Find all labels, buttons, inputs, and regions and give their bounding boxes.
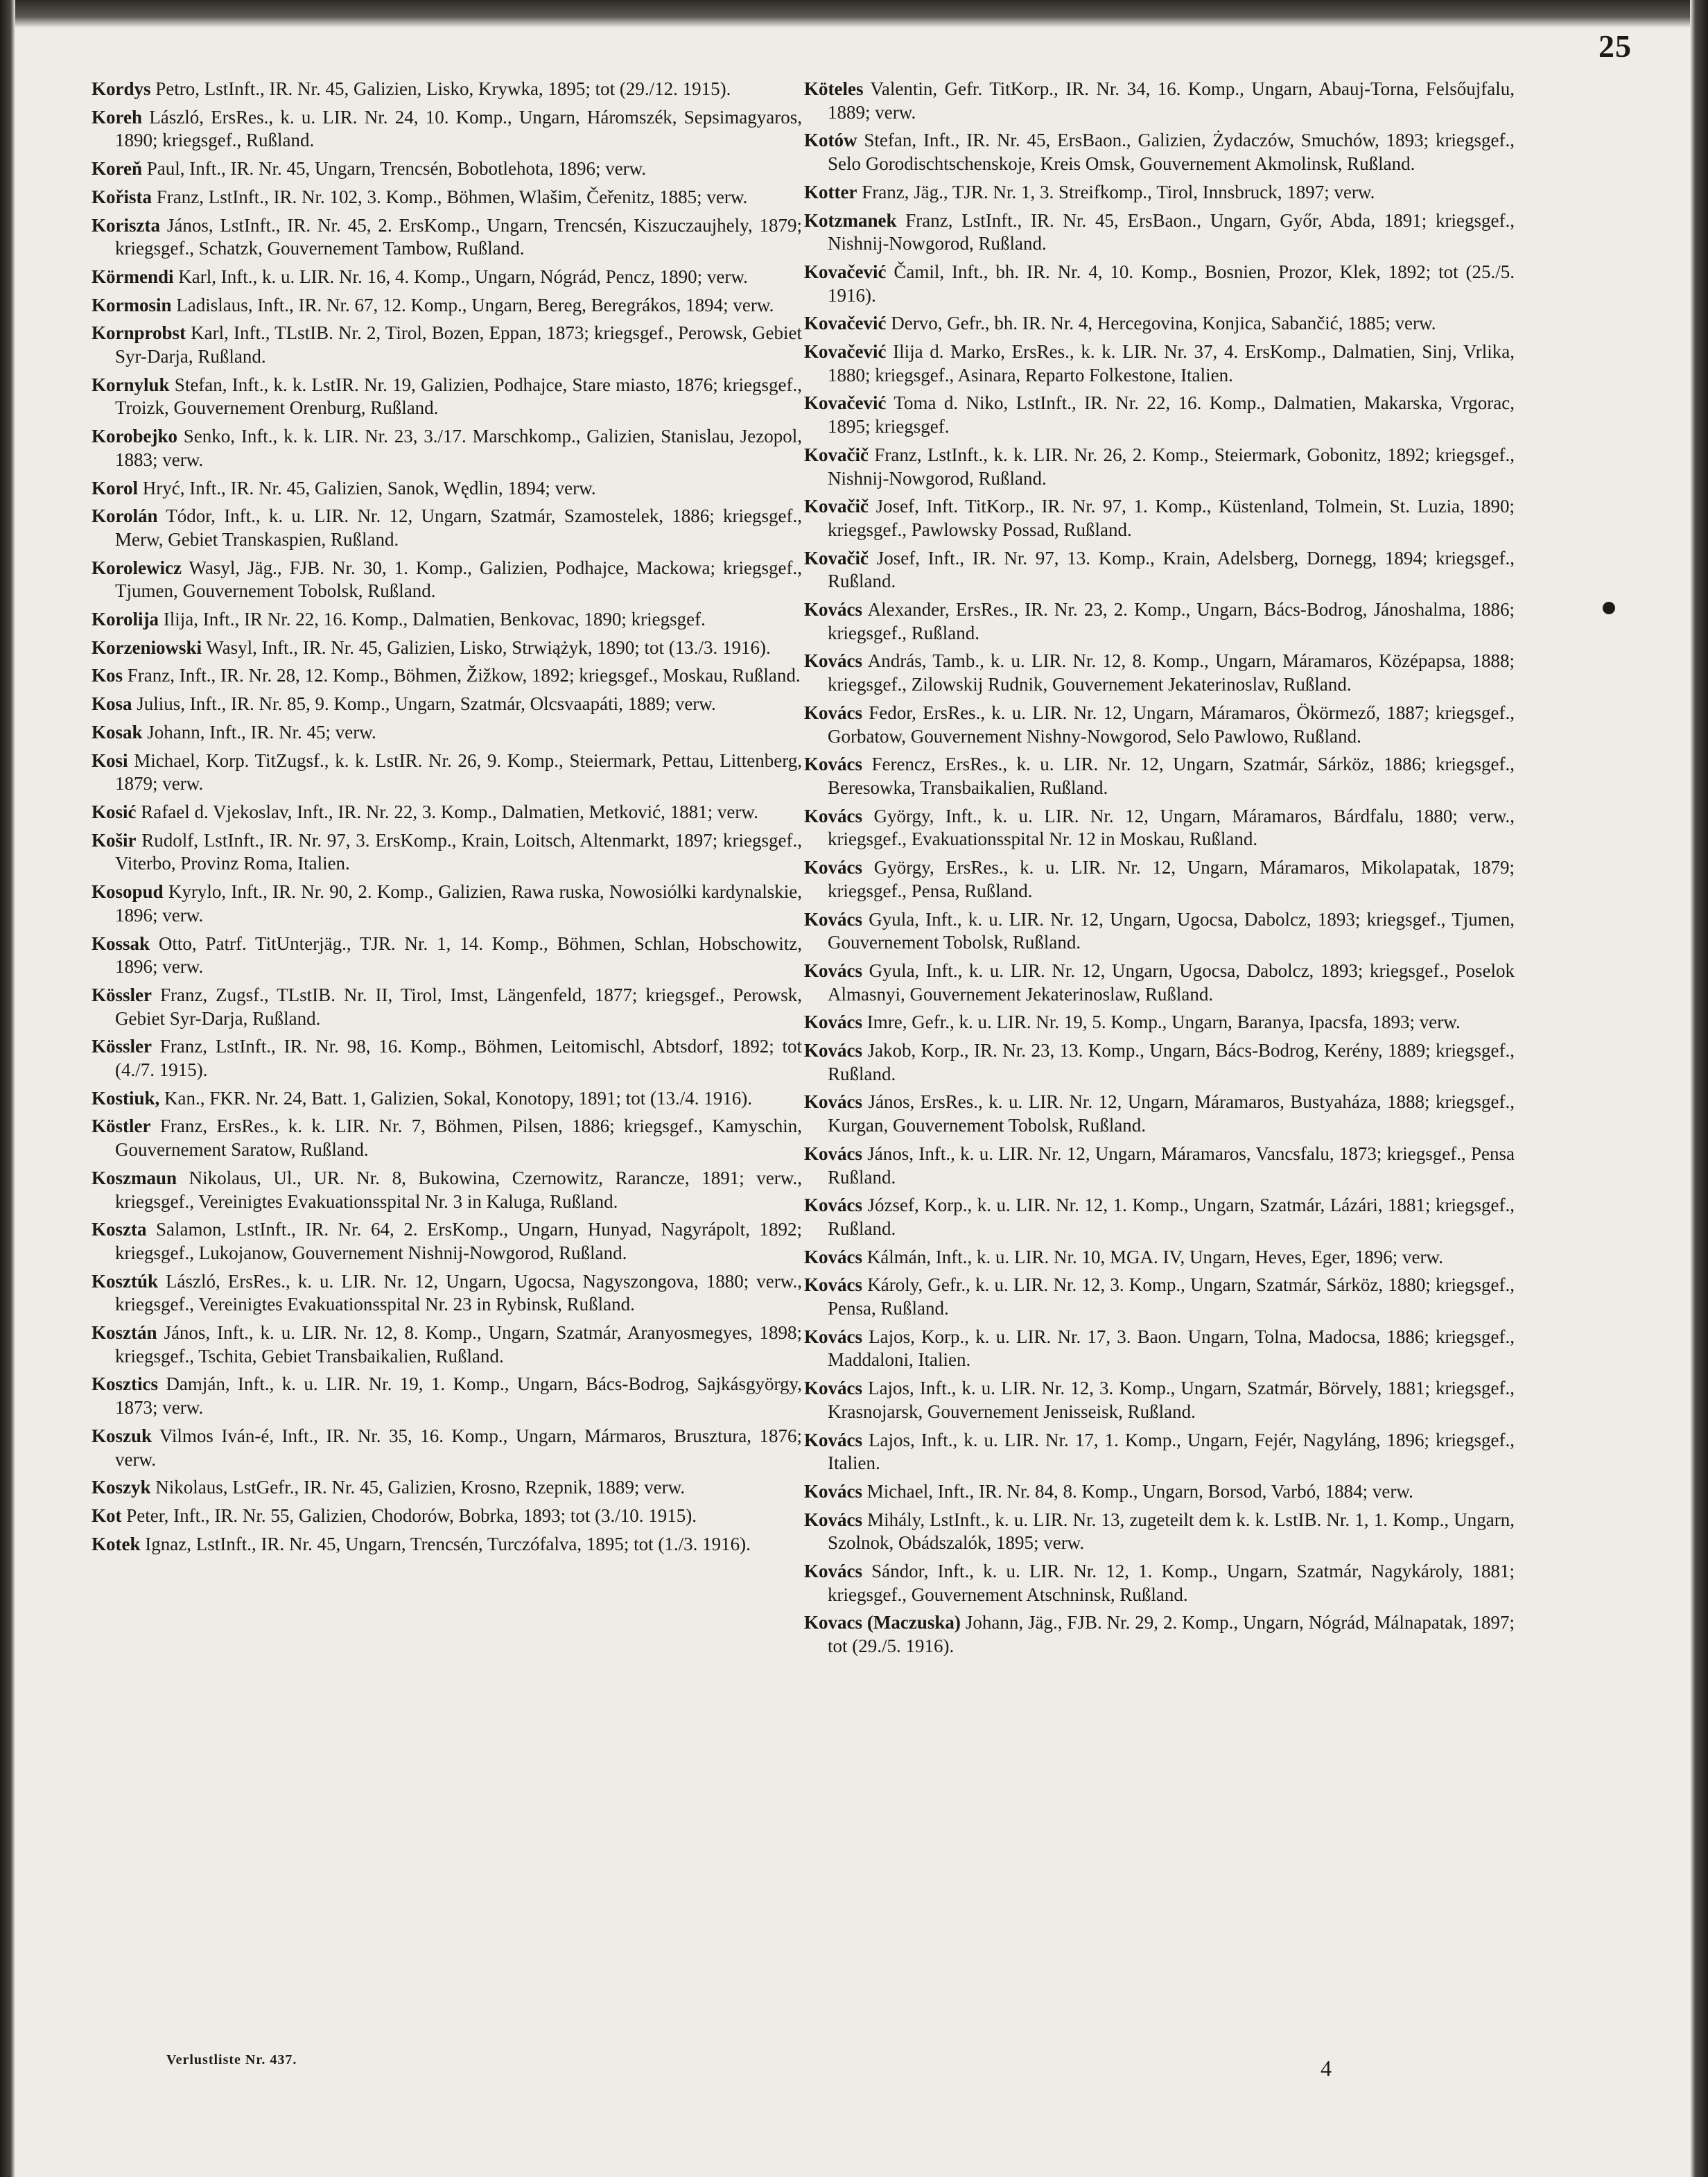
entry-details: Petro, LstInft., IR. Nr. 45, Galizien, Lisko, Krywka, 1895; tot (29./12. 1915).	[150, 78, 731, 99]
entry-details: Lajos, Inft., k. u. LIR. Nr. 17, 1. Komp., Ungarn, Fejér, Nagyláng, 1896; kriegsgef., Italien.	[828, 1429, 1515, 1474]
scan-edge-left	[0, 0, 15, 2177]
list-entry	[92, 1218, 802, 1265]
entry-surname: Kornyluk	[92, 374, 170, 395]
list-entry	[804, 1091, 1515, 1137]
list-entry	[804, 1377, 1515, 1423]
entry-surname: Kosopud	[92, 881, 164, 903]
entry-details: Ignaz, LstInft., IR. Nr. 45, Ungarn, Trencsén, Turczófalva, 1895; tot (1./3. 1916).	[140, 1533, 751, 1554]
list-entry	[804, 495, 1515, 541]
footer-series-label: Verlustliste Nr. 437.	[166, 2052, 297, 2067]
list-entry	[804, 340, 1515, 387]
entry-details: József, Korp., k. u. LIR. Nr. 12, 1. Komp., Ungarn, Szatmár, Lázári, 1881; kriegsgef., Rußland.	[828, 1195, 1515, 1239]
entry-details: László, ErsRes., k. u. LIR. Nr. 24, 10. Komp., Ungarn, Háromszék, Sepsimagyaros, 1890; kriegsgef., Rußland.	[115, 106, 802, 151]
left-column	[92, 78, 802, 1561]
entry-details: Ladislaus, Inft., IR. Nr. 67, 12. Komp., Ungarn, Bereg, Beregrákos, 1894; verw.	[171, 294, 774, 315]
entry-details: Nikolaus, LstGefr., IR. Nr. 45, Galizien, Krosno, Rzepnik, 1889; verw.	[150, 1477, 686, 1498]
entry-surname: Kovács	[804, 702, 862, 723]
entry-surname: Kořista	[92, 186, 152, 207]
entry-surname: Koreh	[92, 106, 142, 128]
entry-surname: Kovács	[804, 1480, 862, 1502]
list-entry	[804, 856, 1515, 903]
entry-surname: Koszuk	[92, 1425, 152, 1446]
entry-surname: Kovačević	[804, 392, 887, 414]
list-entry	[92, 608, 802, 632]
entry-details: János, Inft., k. u. LIR. Nr. 12, Ungarn, Máramaros, Vancsfalu, 1873; kriegsgef., Pensa Rußland.	[828, 1143, 1515, 1188]
list-entry	[92, 664, 802, 688]
entry-surname: Kovačič	[804, 547, 869, 569]
entry-details: Kan., FKR. Nr. 24, Batt. 1, Galizien, Sokal, Konotopy, 1891; tot (13./4. 1916).	[159, 1087, 752, 1109]
entry-details: Nikolaus, Ul., UR. Nr. 8, Bukowina, Czernowitz, Rarancze, 1891; verw., kriegsgef., Vereinigtes Evakuationsspital Nr. 3 in Kaluga, Rußland.	[115, 1167, 802, 1212]
list-entry	[92, 1321, 802, 1368]
entry-surname: Koreň	[92, 158, 142, 180]
list-entry	[92, 214, 802, 261]
entry-details: Mihály, LstInft., k. u. LIR. Nr. 13, zugeteilt dem k. k. LstIB. Nr. 1, 1. Komp., Ungarn, Szolnok, Obádszalók, 1895; verw.	[828, 1509, 1515, 1554]
entry-surname: Kornprobst	[92, 322, 186, 344]
entry-surname: Kosić	[92, 801, 137, 822]
entry-details: Lajos, Korp., k. u. LIR. Nr. 17, 3. Baon. Ungarn, Tolna, Madocsa, 1886; kriegsgef., Maddaloni, Italien.	[828, 1326, 1515, 1371]
entry-surname: Kovács	[804, 1012, 862, 1033]
entry-surname: Košir	[92, 829, 137, 851]
entry-surname: Körmendi	[92, 266, 174, 287]
entry-surname: Kosi	[92, 749, 128, 771]
entry-surname: Koszyk	[92, 1477, 151, 1498]
list-entry	[92, 1504, 802, 1528]
list-entry	[92, 477, 802, 501]
list-entry	[92, 801, 802, 824]
list-entry	[92, 636, 802, 660]
entry-details: Karl, Inft., k. u. LIR. Nr. 16, 4. Komp., Ungarn, Nógrád, Pencz, 1890; verw.	[173, 266, 748, 287]
entry-details: Tódor, Inft., k. u. LIR. Nr. 12, Ungarn, Szatmár, Szamostelek, 1886; kriegsgef., Merw, Gebiet Transkaspien, Rußland.	[115, 505, 802, 550]
entry-details: Senko, Inft., k. k. LIR. Nr. 23, 3./17. Marschkomp., Galizien, Stanislau, Jezopol, 1883; verw.	[115, 426, 802, 470]
entry-surname: Kovács	[804, 960, 862, 981]
entry-surname: Korobejko	[92, 426, 178, 447]
list-entry	[92, 374, 802, 420]
list-entry	[804, 1326, 1515, 1372]
entry-surname: Kovács	[804, 754, 862, 775]
entry-details: Imre, Gefr., k. u. LIR. Nr. 19, 5. Komp., Ungarn, Baranya, Ipacsfa, 1893; verw.	[862, 1012, 1461, 1033]
list-entry	[804, 209, 1515, 256]
entry-details: Franz, Jäg., TJR. Nr. 1, 3. Streifkomp., Tirol, Innsbruck, 1897; verw.	[857, 181, 1375, 202]
entry-details: Karl, Inft., TLstIB. Nr. 2, Tirol, Bozen, Eppan, 1873; kriegsgef., Perowsk, Gebiet Syr-Darja, Rußland.	[115, 322, 802, 367]
entry-surname: Kotzmanek	[804, 209, 897, 231]
entry-surname: Korol	[92, 477, 138, 498]
list-entry	[804, 547, 1515, 593]
entry-details: Damján, Inft., k. u. LIR. Nr. 19, 1. Komp., Ungarn, Bács-Bodrog, Sajkásgyörgy, 1873; verw.	[115, 1373, 802, 1419]
list-entry	[92, 157, 802, 181]
entry-details: Julius, Inft., IR. Nr. 85, 9. Komp., Ungarn, Szatmár, Olcsvaapáti, 1889; verw.	[132, 693, 716, 715]
entry-surname: Köteles	[804, 78, 864, 99]
list-entry	[92, 1035, 802, 1082]
list-entry	[92, 1476, 802, 1500]
entry-surname: Kovács	[804, 1509, 862, 1530]
right-column	[804, 78, 1515, 1663]
entry-details: Jakob, Korp., IR. Nr. 23, 13. Komp., Ungarn, Bács-Bodrog, Kerény, 1889; kriegsgef., Rußland.	[828, 1040, 1515, 1084]
entry-details: Ilija d. Marko, ErsRes., k. k. LIR. Nr. 37, 4. ErsKomp., Dalmatien, Sinj, Vrlika, 1880; kriegsgef., Asinara, Reparto Folkestone, Italien.	[828, 341, 1515, 385]
list-entry	[804, 1429, 1515, 1475]
entry-details: János, LstInft., IR. Nr. 45, 2. ErsKomp., Ungarn, Trencsén, Kiszuczaujhely, 1879; kriegsgef., Schatzk, Gouvernement Tambow, Rußland.	[115, 214, 802, 259]
entry-surname: Kostiuk,	[92, 1087, 160, 1109]
entry-surname: Kosztúk	[92, 1270, 159, 1292]
list-entry	[92, 186, 802, 209]
entry-surname: Kovács	[804, 1326, 862, 1347]
entry-details: János, Inft., k. u. LIR. Nr. 12, 8. Komp., Ungarn, Szatmár, Aranyosmegyes, 1898; kriegsgef., Tschita, Gebiet Transbaikalien, Rußland.	[115, 1322, 802, 1367]
entry-surname: Kovács	[804, 599, 862, 621]
entry-details: Wasyl, Inft., IR. Nr. 45, Galizien, Lisko, Strwiążyk, 1890; tot (13./3. 1916).	[202, 636, 771, 658]
list-entry	[92, 749, 802, 796]
entry-surname: Kovács	[804, 805, 862, 826]
page-number: 25	[1598, 28, 1632, 64]
list-entry	[804, 960, 1515, 1006]
list-entry	[92, 721, 802, 745]
scan-edge-top	[0, 0, 1708, 28]
entry-surname: Koszta	[92, 1219, 147, 1240]
entry-details: Fedor, ErsRes., k. u. LIR. Nr. 12, Ungarn, Máramaros, Ökörmező, 1887; kriegsgef., Gorbatow, Gouvernement Nishny-Nowgorod, Selo Pawlowo, Rußland.	[828, 702, 1515, 747]
entry-details: Sándor, Inft., k. u. LIR. Nr. 12, 1. Komp., Ungarn, Szatmár, Nagykároly, 1881; kriegsgef., Gouvernement Atschninsk, Rußland.	[828, 1561, 1515, 1605]
entry-details: Ferencz, ErsRes., k. u. LIR. Nr. 12, Ungarn, Szatmár, Sárköz, 1886; kriegsgef., Beresowka, Transbaikalien, Rußland.	[828, 754, 1515, 798]
list-entry	[92, 557, 802, 603]
list-entry	[804, 312, 1515, 336]
entry-details: Stefan, Inft., IR. Nr. 45, ErsBaon., Galizien, Żydaczów, Smuchów, 1893; kriegsgef., Selo Gorodischtschenskoje, Kreis Omsk, Gouvernement Akmolinsk, Rußland.	[828, 130, 1515, 175]
entry-surname: Kot	[92, 1504, 122, 1526]
list-entry	[92, 322, 802, 368]
entry-details: Wasyl, Jäg., FJB. Nr. 30, 1. Komp., Galizien, Podhajce, Mackowa; kriegsgef., Tjumen, Gouvernement Tobolsk, Rußland.	[115, 557, 802, 602]
entry-details: Gyula, Inft., k. u. LIR. Nr. 12, Ungarn, Ugocsa, Dabolcz, 1893; kriegsgef., Tjumen, Gouvernement Tobolsk, Rußland.	[828, 908, 1515, 953]
list-entry	[92, 1087, 802, 1111]
entry-details: Otto, Patrf. TitUnterjäg., TJR. Nr. 1, 14. Komp., Böhmen, Schlan, Hobschowitz, 1896; verw.	[115, 933, 802, 978]
entry-surname: Kossak	[92, 933, 150, 954]
entry-details: Franz, LstInft., IR. Nr. 98, 16. Komp., Böhmen, Leitomischl, Abtsdorf, 1892; tot (4./7. 1915).	[115, 1036, 802, 1081]
entry-surname: Kosztán	[92, 1322, 157, 1344]
entry-details: Josef, Inft., IR. Nr. 97, 13. Komp., Krain, Adelsberg, Dornegg, 1894; kriegsgef., Rußland.	[828, 547, 1515, 592]
entry-details: Franz, LstInft., k. k. LIR. Nr. 26, 2. Komp., Steiermark, Gobonitz, 1892; kriegsgef., Nishnij-Nowgorod, Rußland.	[828, 444, 1515, 489]
entry-details: Franz, LstInft., IR. Nr. 102, 3. Komp., Böhmen, Wlašim, Čeřenitz, 1885; verw.	[152, 186, 748, 207]
list-entry	[92, 294, 802, 318]
entry-details: Stefan, Inft., k. k. LstIR. Nr. 19, Galizien, Podhajce, Stare miasto, 1876; kriegsgef., Troizk, Gouvernement Orenburg, Rußland.	[115, 374, 802, 419]
entry-surname: Korolán	[92, 505, 158, 527]
list-entry	[92, 505, 802, 551]
list-entry	[804, 1143, 1515, 1189]
entry-surname: Köstler	[92, 1116, 151, 1137]
entry-details: Franz, ErsRes., k. k. LIR. Nr. 7, Böhmen, Pilsen, 1886; kriegsgef., Kamyschin, Gouvernement Saratow, Rußland.	[115, 1116, 802, 1161]
entry-surname: Kovács	[804, 908, 862, 930]
entry-details: Michael, Inft., IR. Nr. 84, 8. Komp., Ungarn, Borsod, Varbó, 1884; verw.	[862, 1480, 1413, 1502]
list-entry	[92, 78, 802, 101]
entry-details: Franz, LstInft., IR. Nr. 45, ErsBaon., Ungarn, Győr, Abda, 1891; kriegsgef., Nishnij-Nowgorod, Rußland.	[828, 209, 1515, 254]
list-entry	[804, 129, 1515, 175]
entry-details: Toma d. Niko, LstInft., IR. Nr. 22, 16. Komp., Dalmatien, Makarska, Vrgorac, 1895; kriegsgef.	[828, 392, 1515, 437]
entry-surname: Kordys	[92, 78, 151, 99]
list-entry	[804, 702, 1515, 748]
entry-surname: Kovács	[804, 857, 862, 878]
entry-details: Johann, Jäg., FJB. Nr. 29, 2. Komp., Ungarn, Nógrád, Málnapatak, 1897; tot (29./5. 1916).	[828, 1612, 1515, 1657]
list-entry	[92, 1115, 802, 1161]
entry-surname: Kormosin	[92, 294, 172, 315]
entry-details: György, Inft., k. u. LIR. Nr. 12, Ungarn, Máramaros, Bárdfalu, 1880; verw., kriegsgef., Evakuationsspital Nr. 12 in Moskau, Rußland.	[828, 805, 1515, 850]
entry-surname: Kovács	[804, 1143, 862, 1164]
list-entry	[92, 1373, 802, 1419]
list-entry	[804, 1039, 1515, 1086]
list-entry	[92, 933, 802, 979]
list-entry	[92, 693, 802, 716]
entry-surname: Kössler	[92, 1036, 152, 1057]
entry-details: Kyrylo, Inft., IR. Nr. 90, 2. Komp., Galizien, Rawa ruska, Nowosiólki kardynalskie, 1896; verw.	[115, 881, 802, 926]
list-entry	[92, 1425, 802, 1471]
entry-surname: Kotter	[804, 181, 857, 202]
list-entry	[92, 881, 802, 927]
entry-surname: Kovács	[804, 1561, 862, 1582]
scan-speck	[1603, 602, 1615, 614]
list-entry	[804, 392, 1515, 438]
entry-surname: Kotów	[804, 130, 857, 151]
entry-surname: Koriszta	[92, 214, 160, 236]
entry-details: György, ErsRes., k. u. LIR. Nr. 12, Ungarn, Máramaros, Mikolapatak, 1879; kriegsgef., Pensa, Rußland.	[828, 857, 1515, 901]
list-entry	[804, 1274, 1515, 1320]
entry-details: Lajos, Inft., k. u. LIR. Nr. 12, 3. Komp., Ungarn, Szatmár, Börvely, 1881; kriegsgef., Krasnojarsk, Gouvernement Jenisseisk, Rußland.	[828, 1378, 1515, 1422]
entry-details: Salamon, LstInft., IR. Nr. 64, 2. ErsKomp., Ungarn, Hunyad, Nagyrápolt, 1892; kriegsgef., Lukojanow, Gouvernement Nishnij-Nowgorod, Rußland.	[115, 1219, 802, 1263]
entry-details: Hryć, Inft., IR. Nr. 45, Galizien, Sanok, Wędlin, 1894; verw.	[138, 477, 596, 498]
list-entry	[92, 425, 802, 471]
entry-surname: Kovács	[804, 1274, 862, 1296]
list-entry	[804, 650, 1515, 696]
entry-surname: Kovačič	[804, 496, 869, 517]
entry-details: Valentin, Gefr. TitKorp., IR. Nr. 34, 16. Komp., Ungarn, Abauj-Torna, Felsőujfalu, 1889; verw.	[828, 78, 1515, 123]
list-entry	[804, 444, 1515, 490]
list-entry	[804, 753, 1515, 799]
list-entry	[804, 598, 1515, 645]
list-entry	[92, 829, 802, 876]
entry-surname: Kosak	[92, 721, 143, 743]
entry-surname: Kovacs (Maczuska)	[804, 1612, 961, 1633]
list-entry	[804, 1011, 1515, 1034]
entry-details: Dervo, Gefr., bh. IR. Nr. 4, Hercegovina, Konjica, Sabančić, 1885; verw.	[886, 313, 1436, 334]
list-entry	[804, 261, 1515, 307]
scan-edge-right	[1690, 0, 1708, 2177]
list-entry	[92, 106, 802, 153]
list-entry	[92, 266, 802, 289]
entry-surname: Kovács	[804, 1246, 862, 1267]
entry-surname: Kovács	[804, 1195, 862, 1216]
entry-surname: Kosa	[92, 693, 132, 715]
entry-surname: Kovács	[804, 1429, 862, 1450]
entry-details: Ilija, Inft., IR Nr. 22, 16. Komp., Dalmatien, Benkovac, 1890; kriegsgef.	[159, 609, 706, 630]
entry-surname: Kovačič	[804, 444, 869, 465]
list-entry	[92, 1270, 802, 1317]
entry-surname: Korzeniowski	[92, 636, 202, 658]
entry-surname: Korolewicz	[92, 557, 182, 578]
list-entry	[804, 908, 1515, 955]
list-entry	[92, 984, 802, 1030]
entry-surname: Korolija	[92, 609, 159, 630]
entry-details: Michael, Korp. TitZugsf., k. k. LstIR. Nr. 26, 9. Komp., Steiermark, Pettau, Littenberg, 1879; verw.	[115, 749, 802, 795]
entry-details: Alexander, ErsRes., IR. Nr. 23, 2. Komp., Ungarn, Bács-Bodrog, Jánoshalma, 1886; kriegsgef., Rußland.	[828, 599, 1515, 643]
entry-details: Peter, Inft., IR. Nr. 55, Galizien, Chodorów, Bobrka, 1893; tot (3./10. 1915).	[121, 1504, 697, 1526]
entry-surname: Kos	[92, 665, 123, 686]
entry-details: János, ErsRes., k. u. LIR. Nr. 12, Ungarn, Máramaros, Bustyaháza, 1888; kriegsgef., Kurgan, Gouvernement Tobolsk, Rußland.	[828, 1091, 1515, 1136]
entry-details: András, Tamb., k. u. LIR. Nr. 12, 8. Komp., Ungarn, Máramaros, Középapsa, 1888; kriegsgef., Zilowskij Rudnik, Gouvernement Jekaterinoslav, Rußland.	[828, 650, 1515, 695]
entry-surname: Kosztics	[92, 1373, 158, 1395]
entry-surname: Kotek	[92, 1533, 141, 1554]
entry-details: Gyula, Inft., k. u. LIR. Nr. 12, Ungarn, Ugocsa, Dabolcz, 1893; kriegsgef., Poselok Almasnyi, Gouvernement Jekaterinoslaw, Rußland.	[828, 960, 1515, 1005]
entry-details: Josef, Inft. TitKorp., IR. Nr. 97, 1. Komp., Küstenland, Tolmein, St. Luzia, 1890; kriegsgef., Pawlowsky Possad, Rußland.	[828, 496, 1515, 540]
list-entry	[804, 1611, 1515, 1658]
entry-details: Károly, Gefr., k. u. LIR. Nr. 12, 3. Komp., Ungarn, Szatmár, Sárköz, 1880; kriegsgef., Pensa, Rußland.	[828, 1274, 1515, 1319]
list-entry	[804, 1194, 1515, 1240]
list-entry	[804, 805, 1515, 851]
list-entry	[804, 78, 1515, 124]
footer-sheet-number: 4	[1321, 2056, 1332, 2081]
entry-details: Paul, Inft., IR. Nr. 45, Ungarn, Trencsén, Bobotlehota, 1896; verw.	[142, 158, 647, 180]
list-entry	[804, 181, 1515, 205]
list-entry	[804, 1246, 1515, 1269]
list-entry	[804, 1509, 1515, 1555]
entry-details: Vilmos Iván-é, Inft., IR. Nr. 35, 16. Komp., Ungarn, Mármaros, Brusztura, 1876; verw.	[115, 1425, 802, 1470]
list-entry	[92, 1167, 802, 1213]
list-entry	[92, 1533, 802, 1556]
entry-details: Franz, Inft., IR. Nr. 28, 12. Komp., Böhmen, Žižkow, 1892; kriegsgef., Moskau, Rußland.	[123, 665, 801, 686]
entry-details: Čamil, Inft., bh. IR. Nr. 4, 10. Komp., Bosnien, Prozor, Klek, 1892; tot (25./5. 1916).	[828, 261, 1515, 306]
entry-details: Rafael d. Vjekoslav, Inft., IR. Nr. 22, 3. Komp., Dalmatien, Metković, 1881; verw.	[136, 801, 758, 822]
entry-details: Johann, Inft., IR. Nr. 45; verw.	[142, 721, 376, 743]
entry-surname: Kössler	[92, 984, 152, 1005]
entry-surname: Kovács	[804, 1091, 862, 1113]
entry-details: Kálmán, Inft., k. u. LIR. Nr. 10, MGA. IV, Ungarn, Heves, Eger, 1896; verw.	[862, 1246, 1444, 1267]
entry-details: Rudolf, LstInft., IR. Nr. 97, 3. ErsKomp., Krain, Loitsch, Altenmarkt, 1897; kriegsgef., Viterbo, Provinz Roma, Italien.	[115, 829, 802, 874]
entry-surname: Kovačević	[804, 261, 887, 282]
entry-surname: Kovács	[804, 1040, 862, 1061]
list-entry	[804, 1480, 1515, 1504]
list-entry	[804, 1560, 1515, 1606]
entry-surname: Kovačević	[804, 341, 887, 363]
entry-surname: Kovács	[804, 650, 862, 672]
entry-details: László, ErsRes., k. u. LIR. Nr. 12, Ungarn, Ugocsa, Nagyszongova, 1880; verw., kriegsgef., Vereinigtes Evakuationsspital Nr. 23 in Rybinsk, Rußland.	[115, 1270, 802, 1315]
entry-surname: Kovács	[804, 1378, 862, 1399]
entry-surname: Kovačević	[804, 313, 887, 334]
entry-details: Franz, Zugsf., TLstIB. Nr. II, Tirol, Imst, Längenfeld, 1877; kriegsgef., Perowsk, Gebiet Syr-Darja, Rußland.	[115, 984, 802, 1029]
entry-surname: Koszmaun	[92, 1167, 177, 1188]
